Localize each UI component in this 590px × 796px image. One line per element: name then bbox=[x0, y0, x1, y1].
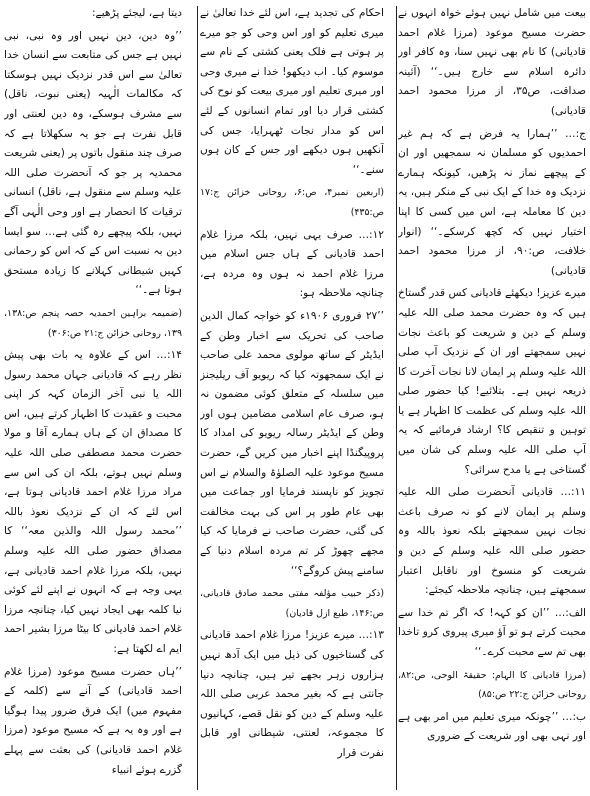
paragraph: ۱۳:… میرے عزیز! مرزا غلام احمد قادیانی کی گستاخیوں کی ذیل میں ایک آدھ نہیں ہزاروں زہر بجھے تیر ہیں، چنانچہ دنیا جانتی ہے کہ بغیر محمد عربی صلی اللہ علیہ وسلم کے دین کو نقل قصے، کہانیوں کا مجموعہ، لعنتی، شیطانی اور قابل نفرت قرار bbox=[200, 629, 384, 759]
paragraph: ’’۲۷ فروری ۱۹۰۶ء کو خواجہ کمال الدین صاحب کی تحریک سے اخبار وطن کے ایڈیٹر کے ساتھ مولوی محمد علی صاحب نے ایک سمجھوتہ کیا کہ ریویو آف ریلیجنز میں سلسلہ کے متعلق کوئی مضمون نہ ہو، صرف عام اسلامی مضامین ہوں اور وطن کے ایڈیٹر رسالہ ریویو کی امداد کا پروپیگنڈا اپنے اخبار میں کریں گے، حضرت مسیح موعود علیہ الصلوٰۃ والسلام نے اس تجویز کو ناپسند فرمایا اور جماعت میں بھی عام طور پر اس کی بہت مخالفت کی گئی، حضرت صاحب نے فرمایا کہ کیا مجھے چھوڑ کر تم مردہ اسلام دنیا کے سامنے پیش کروگے؟‘‘ bbox=[200, 309, 384, 577]
citation: (ذکر حبیب مؤلفہ مفتی محمد صادق قادیانی، ص:۱۴۶، طبع ازل قادیان) bbox=[200, 588, 384, 619]
paragraph: ۱۱:… قادیانی آنحضرت صلی اللہ علیہ وسلم پر ایمان لانے کو نہ صرف باعث نجات نہیں سمجھتے بلکہ نعوذ باللہ وہ حضور صلی اللہ علیہ وسلم کے دین و شریعت کو منسوخ اور ناقابل اعتبار سمجھتے ہیں، چنانچہ ملاحظہ کیجئے: bbox=[398, 486, 586, 597]
paragraph: احکام کی تجدید ہے، اس لئے خدا تعالیٰ نے میری تعلیم کو اور اس وحی کو جو میرے پر ہوتی ہے فلک یعنی کشتی کے نام سے موسوم کیا۔ اب دیکھو! خدا نے میری وحی اور میری تعلیم اور میری بیعت کو نوح کی کشتی قرار دیا اور تمام انسانوں کے لئے اس کو مدار نجات ٹھہرایا، جس کی آنکھیں ہوں دیکھے اور جس کے کان ہوں سنے۔‘‘ bbox=[200, 7, 384, 176]
paragraph: ’’ہاں حضرت مسیح موعود (مرزا غلام احمد قادیانی) کے آنے سے (کلمہ کے مفہوم میں) ایک فرق ضرور پیدا ہوگیا ہے اور وہ یہ ہے کہ مسیح موعود (مرزا غلام احمد قادیانی) کی بعثت سے پہلے گزرے ہوئے انبیاء bbox=[4, 665, 182, 776]
paragraph: ۱۴:… اس کے علاوہ یہ بات بھی پیش نظر رہے کہ قادیانی جہاں محمد رسول اللہ یا نبی آخر الزمان کہہ کر اپنی محبت و عقیدت کا اظہار کرتے ہیں، اس کا مصداق ان کے ہاں ہمارے آقا و مولا حضرت محمد مصطفی صلی اللہ علیہ وسلم نہیں ہوتے، بلکہ ان کی اس سے مراد مرزا غلام احمد قادیانی ہوتا ہے، اس لئے کہ ان کے نزدیک نعوذ باللہ ’’محمد رسول اللہ والذین معہ‘‘ کا مصداق حضور صلی اللہ علیہ وسلم نہیں، بلکہ مرزا غلام احمد قادیانی ہے، یہی وجہ ہے کہ انہوں نے اپنے لئے کوئی نیا کلمہ بھی ایجاد نہیں کیا، چنانچہ مرزا غلام احمد قادیانی کا بیٹا مرزا بشیر احمد ایم اے لکھتا ہے: bbox=[4, 349, 182, 655]
text-column-right bbox=[398, 4, 586, 792]
paragraph: میرے عزیز! دیکھئے قادیانی کس قدر گستاخ ہیں کہ وہ حضرت محمد صلی اللہ علیہ وسلم کے دین و شریعت کو باعث نجات نہیں سمجھتے اور ان کے نزدیک آپ صلی اللہ علیہ وسلم پر ایمان لانا نجات آخرت کا ذریعہ نہیں ہے۔ بتلائیے! کیا حضور صلی اللہ علیہ وسلم کی عظمت کا اظہار ہے یا توہین و تنقیص کا؟ ارشاد فرمائیے کہ یہ آپ صلی اللہ علیہ وسلم کی شان میں گستاخی ہے یا مدح سرائی؟ bbox=[398, 287, 586, 476]
paragraph: دیتا ہے، لیجئے پڑھیے: bbox=[91, 7, 182, 19]
paragraph: ب:… ’’چونکہ میری تعلیم میں امر بھی ہے اور نہی بھی اور شریعت کے ضروری bbox=[398, 710, 586, 743]
column-divider bbox=[396, 6, 397, 790]
paragraph: ۱۲:… صرف یہی نہیں، بلکہ مرزا غلام احمد قادیانی کے ہاں جس اسلام میں مرزا غلام احمد نہ ہوں وہ مردہ ہے، چنانچہ ملاحظہ ہو: bbox=[200, 228, 384, 300]
paragraph: الف:… ’’ان کو کہہ! کہ اگر تم خدا سے محبت کرتے ہو تو آؤ میری پیروی کرو تاخدا بھی تم سے محبت کرے۔‘‘ bbox=[398, 606, 586, 658]
column-divider bbox=[197, 6, 198, 790]
paragraph: بیعت میں شامل نہیں ہوئے خواہ انہوں نے حضرت مسیح موعود (مرزا غلام احمد قادیانی) کا نام بھی نہیں سنا، وہ کافر اور دائرہ اسلام سے خارج ہیں۔‘‘ (آئینہ صداقت، ص۳۵، از مرزا محمود احمد قادیانی) bbox=[398, 7, 586, 117]
paragraph: ’’وہ دین، دین نہیں اور وہ نبی، نبی نہیں ہے جس کی متابعت سے انسان خدا تعالیٰ سے اس قدر نزدیک نہیں ہوسکتا کہ مکالمات الٰہیہ (یعنی نبوت، ناقل) سے مشرف ہوسکے، وہ دین لعنتی اور قابل نفرت ہے جو یہ سکھلاتا ہے کہ صرف چند منقول باتوں پر (یعنی شریعت محمدیہ پر جو کہ آنحضرت صلی اللہ علیہ وسلم سے منقول ہے، ناقل) انسانی ترقیات کا انحصار ہے اور وحی الٰہی آگے نہیں، بلکہ پیچھے رہ گئی ہے… سو ایسا دین بہ نسبت اس کے کہ اس کو رحمانی کہیں شیطانی کہلانے کا زیادہ مستحق ہوتا ہے۔‘‘ bbox=[4, 29, 182, 297]
paragraph: ج:… ’’ہمارا یہ فرض ہے کہ ہم غیر احمدیوں کو مسلمان نہ سمجھیں اور ان کے پیچھے نماز نہ پڑھیں، کیونکہ ہمارے نزدیک وہ خدا کے ایک نبی کے منکر ہیں، یہ دین کا معاملہ ہے، اس میں کسی کا اپنا اختیار نہیں کہ کچھ کرسکے۔‘‘ (انوار خلافت، ص:۹۰، از مرزا محمود احمد قادیانی) bbox=[398, 127, 586, 277]
text-column-middle bbox=[200, 4, 384, 792]
citation: (ضمیمہ براہین احمدیہ حصہ پنجم ص:۱۳۸، ۱۳۹، روحانی خزائن ج:۲۱ ص:۳۰۶) bbox=[4, 307, 182, 339]
citation: (اربعین نمبر۴، ص:۶، روحانی خزائن ج:۱۷ ص:۴۳۵) bbox=[200, 187, 384, 218]
text-column-left bbox=[4, 4, 182, 792]
citation: (مرزا قادیانی کا الہام: حقیقۃ الوحی، ص:۸۲، روحانی خزائن ج:۲۲ ص:۸۵) bbox=[398, 669, 586, 701]
